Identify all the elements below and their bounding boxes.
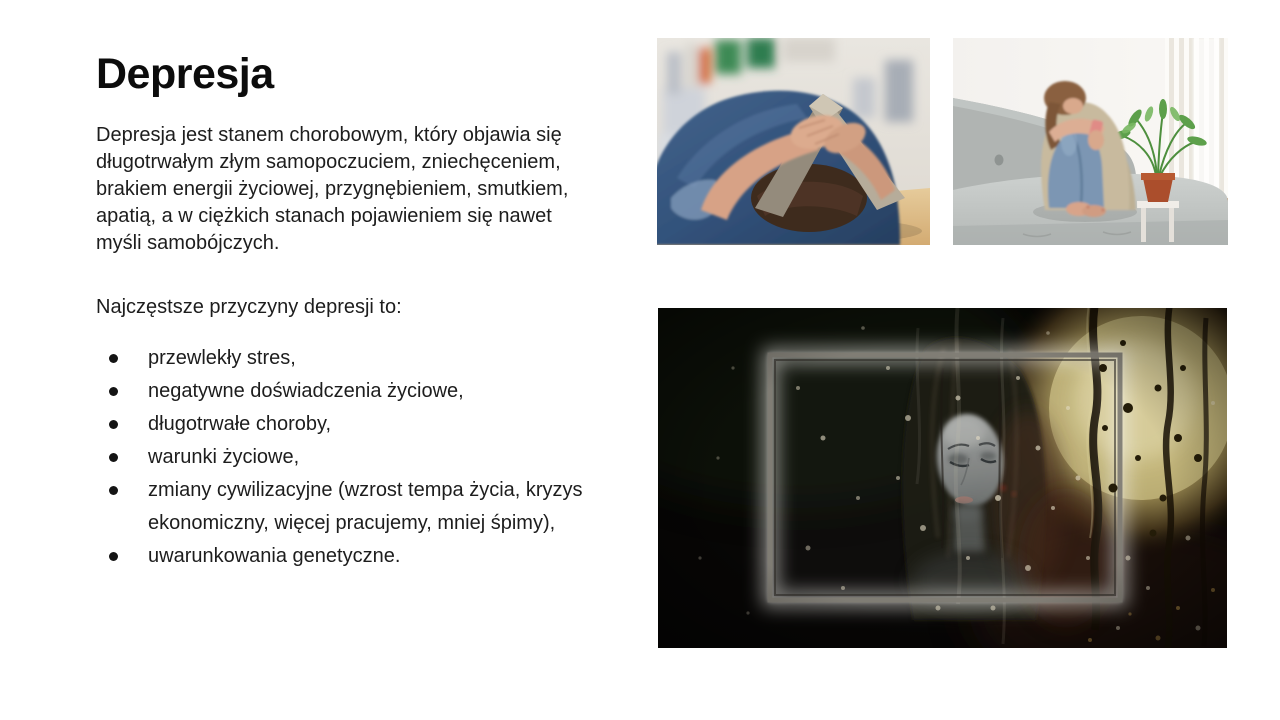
sad-woman-sofa-illustration bbox=[953, 38, 1228, 245]
causes-heading: Najczęstsze przyczyny depresji to: bbox=[96, 296, 402, 319]
intro-paragraph: Depresja jest stanem chorobowym, który objawia się długotrwałym złym samopoczuciem, zniechęceniem, brakiem energii życiowej, przygnębieniem, smutkiem, apatią, a w ciężkich stanach pojawieniem się nawet myśli samobójczych. bbox=[96, 124, 569, 255]
photo-person-facedown-laptop bbox=[657, 38, 930, 245]
photo-woman-couch-phone bbox=[953, 38, 1228, 245]
list-item bbox=[96, 408, 596, 441]
list-item bbox=[96, 540, 596, 573]
page-title: Depresja bbox=[96, 50, 274, 98]
stressed-person-illustration bbox=[657, 38, 930, 245]
list-item-text: długotrwałe choroby, bbox=[148, 413, 332, 436]
list-item-text: warunki życiowe, bbox=[148, 446, 300, 469]
list-item bbox=[96, 375, 596, 408]
list-item-text: uwarunkowania genetyczne. bbox=[148, 545, 401, 568]
text-column bbox=[96, 50, 596, 573]
bullet-icon bbox=[109, 387, 118, 396]
bullet-icon bbox=[109, 420, 118, 429]
bullet-icon bbox=[109, 453, 118, 462]
bullet-icon bbox=[109, 354, 118, 363]
list-item bbox=[96, 441, 596, 474]
rainy-window-illustration bbox=[658, 308, 1227, 648]
bullet-icon bbox=[109, 552, 118, 561]
bullet-icon bbox=[109, 486, 118, 495]
list-item-text: zmiany cywilizacyjne (wzrost tempa życia, kryzys ekonomiczny, więcej pracujemy, mniej śpimy), bbox=[148, 479, 583, 535]
photo-rainy-window-woman bbox=[658, 308, 1227, 648]
list-item-text: przewlekły stres, bbox=[148, 347, 296, 370]
causes-list bbox=[96, 342, 596, 573]
list-item bbox=[96, 342, 596, 375]
list-item-text: negatywne doświadczenia życiowe, bbox=[148, 380, 464, 403]
vignette bbox=[658, 308, 1227, 648]
list-item bbox=[96, 474, 596, 540]
